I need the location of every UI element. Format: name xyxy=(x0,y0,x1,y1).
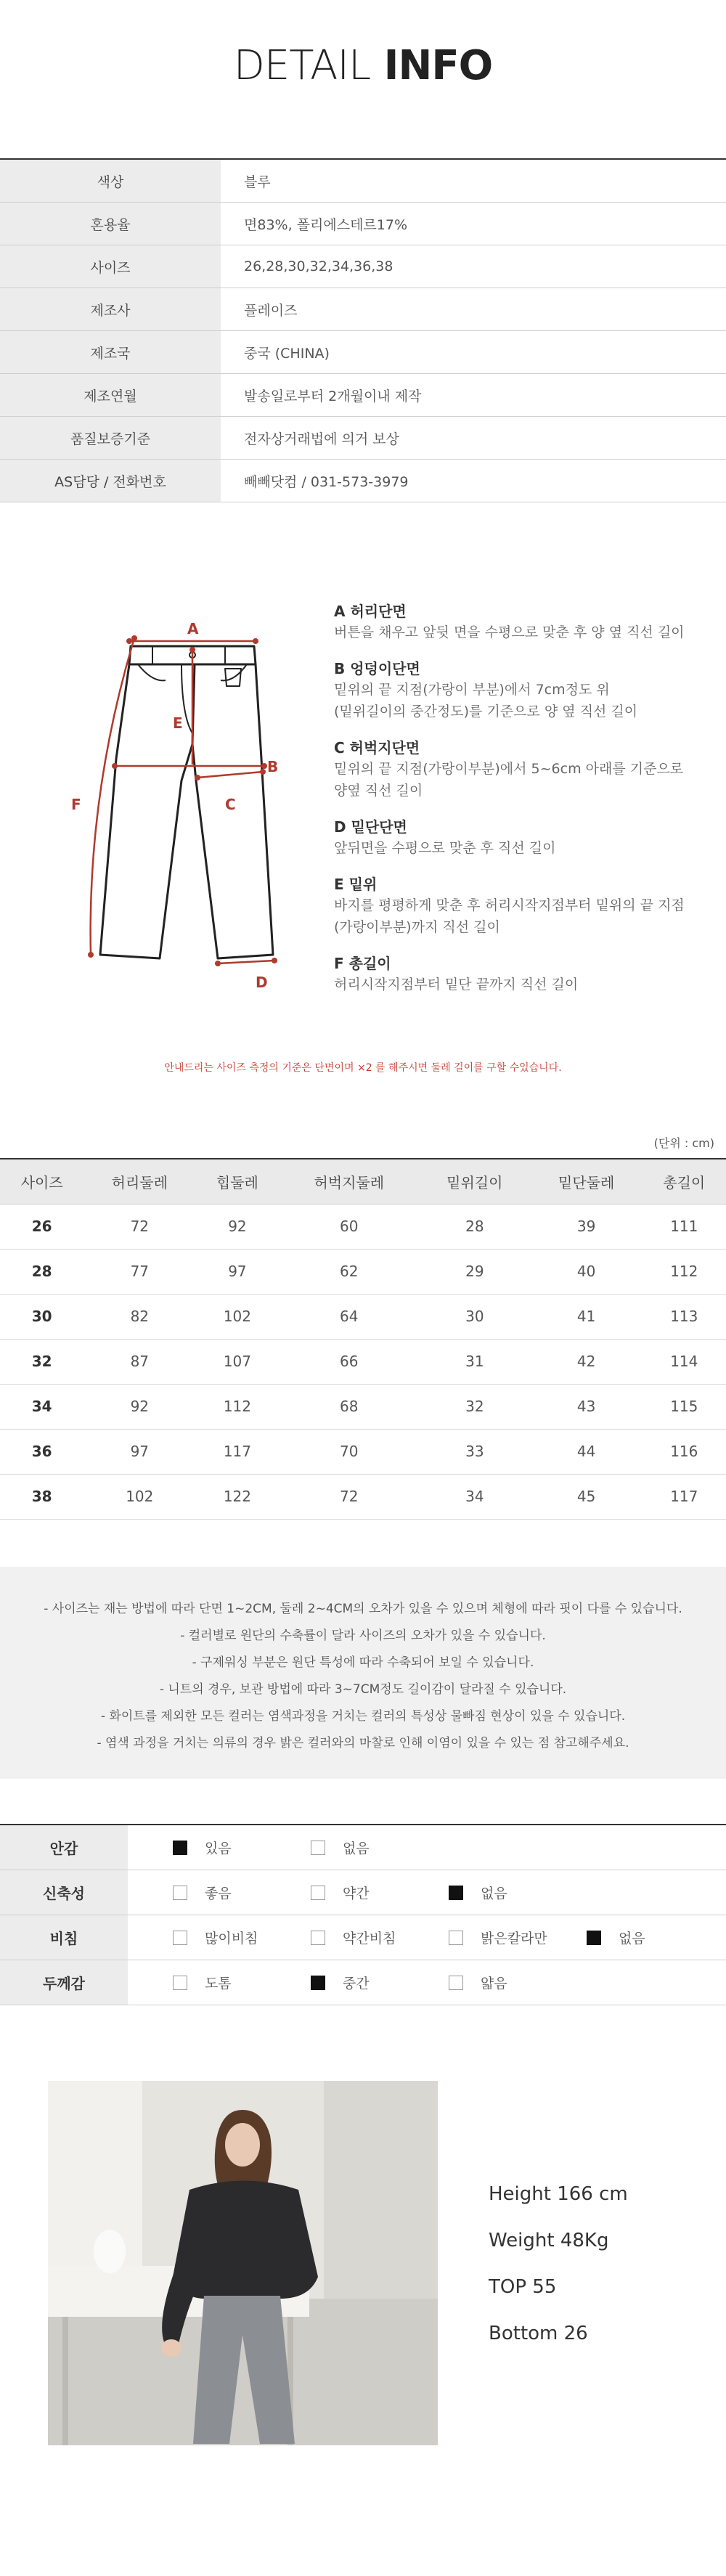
option-label: 많이비침 xyxy=(205,1931,258,1947)
measurement-cell: 44 xyxy=(531,1429,643,1474)
guide-description: 버튼을 채우고 앞뒷 면을 수평으로 맞춘 후 양 옆 직선 길이 xyxy=(334,624,685,640)
info-row xyxy=(0,245,726,288)
measurement-cell: 40 xyxy=(531,1249,643,1294)
label-d: D xyxy=(256,974,268,991)
measurement-cell: 112 xyxy=(195,1384,279,1429)
note-line: - 화이트를 제외한 모든 컬러는 염색과정을 거치는 컬러의 특성상 물빠짐 현상이 있을 수 있습니다. xyxy=(100,1709,626,1724)
attribute-option xyxy=(311,1928,449,1947)
note-line: - 컬러별로 원단의 수축률이 달라 사이즈의 오차가 있을 수 있습니다. xyxy=(180,1629,546,1643)
column-header: 허벅지둘레 xyxy=(280,1159,419,1204)
empty-box-icon xyxy=(449,1976,463,1990)
model-info xyxy=(489,2171,628,2357)
empty-box-icon xyxy=(311,1886,325,1900)
size-table-header xyxy=(0,1159,726,1204)
guide-heading: D 밑단단면 xyxy=(334,818,407,836)
empty-box-icon xyxy=(173,1931,187,1945)
option-label: 약간 xyxy=(343,1886,370,1902)
column-header: 허리둘레 xyxy=(83,1159,195,1204)
measurement-cell: 111 xyxy=(643,1204,726,1249)
empty-box-icon xyxy=(311,1931,325,1945)
label-a: A xyxy=(187,620,199,637)
column-header: 사이즈 xyxy=(0,1159,83,1204)
column-header: 힙둘레 xyxy=(195,1159,279,1204)
measurement-cell: 41 xyxy=(531,1294,643,1339)
measurement-cell: 97 xyxy=(195,1249,279,1294)
guide-description: (밑위길이의 중간정도)를 기준으로 양 옆 직선 길이 xyxy=(334,704,638,720)
measurement-cell: 72 xyxy=(83,1204,195,1249)
note-line: - 니트의 경우, 보관 방법에 따라 3~7CM정도 길이감이 달라질 수 있습니다. xyxy=(159,1682,567,1697)
measurement-cell: 92 xyxy=(83,1384,195,1429)
size-cell: 26 xyxy=(0,1204,83,1249)
attribute-options xyxy=(128,1870,726,1915)
info-key: 제조국 xyxy=(0,331,221,373)
info-row xyxy=(0,203,726,245)
info-key: 제조연월 xyxy=(0,374,221,416)
measurement-cell: 29 xyxy=(419,1249,531,1294)
info-value: 중국 (CHINA) xyxy=(244,345,330,362)
attribute-row xyxy=(0,1870,726,1915)
guide-description: 밑위의 끝 지점(가랑이부분)에서 5~6cm 아래를 기준으로 xyxy=(334,761,684,777)
info-key: AS담당 / 전화번호 xyxy=(0,460,221,502)
title-bold: INFO xyxy=(383,42,493,89)
attribute-option xyxy=(311,1973,449,1992)
option-label: 있음 xyxy=(205,1841,232,1856)
measurement-guide xyxy=(334,601,711,1011)
attribute-option xyxy=(311,1838,449,1857)
label-b: B xyxy=(267,758,279,775)
attribute-options xyxy=(128,1915,726,1960)
attribute-option xyxy=(173,1928,311,1947)
note-line: - 구제워싱 부분은 원단 특성에 따라 수축되어 보일 수 있습니다. xyxy=(192,1655,534,1670)
measurement-cell: 77 xyxy=(83,1249,195,1294)
option-label: 약간비침 xyxy=(343,1931,396,1947)
guide-description: (가랑이부분)까지 직선 길이 xyxy=(334,919,500,935)
measurement-cell: 112 xyxy=(643,1249,726,1294)
attribute-key: 신축성 xyxy=(0,1870,128,1915)
measurement-cell: 43 xyxy=(531,1384,643,1429)
info-key: 색상 xyxy=(0,160,221,202)
note-line: - 염색 과정을 거치는 의류의 경우 밝은 컬러와의 마찰로 인해 이염이 있을 수 있는 점 참고해주세요. xyxy=(97,1736,629,1750)
model-height: Height 166 cm xyxy=(489,2183,628,2205)
measurement-cell: 60 xyxy=(280,1204,419,1249)
guide-item xyxy=(334,953,711,995)
info-value: 전자상거래법에 의거 보상 xyxy=(244,431,399,447)
measurement-cell: 64 xyxy=(280,1294,419,1339)
table-row xyxy=(0,1339,726,1384)
guide-item xyxy=(334,817,711,859)
measurement-cell: 34 xyxy=(419,1474,531,1519)
size-cell: 30 xyxy=(0,1294,83,1339)
info-key: 제조사 xyxy=(0,288,221,330)
column-header: 총길이 xyxy=(643,1159,726,1204)
measurement-cell: 87 xyxy=(83,1339,195,1384)
guide-description: 밑위의 끝 지점(가랑이 부분)에서 7cm정도 위 xyxy=(334,682,610,698)
measurement-cell: 45 xyxy=(531,1474,643,1519)
info-value: 플레이즈 xyxy=(244,302,298,319)
option-label: 없음 xyxy=(619,1931,645,1947)
info-key: 사이즈 xyxy=(0,245,221,288)
measurement-cell: 102 xyxy=(195,1294,279,1339)
checked-box-icon xyxy=(173,1841,187,1855)
measurement-cell: 70 xyxy=(280,1429,419,1474)
measurement-cell: 107 xyxy=(195,1339,279,1384)
attribute-option xyxy=(449,1928,587,1947)
model-bottom-size: Bottom 26 xyxy=(489,2323,588,2344)
option-label: 밝은칼라만 xyxy=(481,1931,547,1947)
guide-item xyxy=(334,659,711,722)
table-row xyxy=(0,1429,726,1474)
guide-heading: A 허리단면 xyxy=(334,603,407,620)
pants-outline xyxy=(100,646,273,958)
info-row xyxy=(0,160,726,203)
measurement-cell: 115 xyxy=(643,1384,726,1429)
attribute-key: 비침 xyxy=(0,1915,128,1960)
guide-description: 양옆 직선 길이 xyxy=(334,783,423,799)
page-title xyxy=(0,42,726,89)
measurement-cell: 117 xyxy=(195,1429,279,1474)
attribute-option xyxy=(173,1973,311,1992)
measurement-cell: 39 xyxy=(531,1204,643,1249)
attribute-option xyxy=(173,1838,311,1857)
size-cell: 36 xyxy=(0,1429,83,1474)
option-label: 없음 xyxy=(343,1841,370,1856)
measurement-cell: 114 xyxy=(643,1339,726,1384)
option-label: 좋음 xyxy=(205,1886,232,1902)
option-label: 도톰 xyxy=(205,1976,232,1992)
size-cell: 34 xyxy=(0,1384,83,1429)
table-row xyxy=(0,1249,726,1294)
info-value: 빼빼닷컴 / 031-573-3979 xyxy=(244,473,409,490)
guide-item xyxy=(334,874,711,938)
info-value: 면83%, 폴리에스테르17% xyxy=(244,216,408,233)
measurement-cell: 28 xyxy=(419,1204,531,1249)
measurement-cell: 32 xyxy=(419,1384,531,1429)
size-cell: 28 xyxy=(0,1249,83,1294)
attribute-option xyxy=(173,1883,311,1902)
measurement-cell: 92 xyxy=(195,1204,279,1249)
info-row xyxy=(0,331,726,374)
measurement-cell: 122 xyxy=(195,1474,279,1519)
size-cell: 38 xyxy=(0,1474,83,1519)
attribute-option xyxy=(449,1973,587,1992)
checked-box-icon xyxy=(311,1976,325,1990)
attribute-row xyxy=(0,1825,726,1870)
info-value: 발송일로부터 2개월이내 제작 xyxy=(244,388,422,404)
size-table-body xyxy=(0,1204,726,1519)
attribute-options xyxy=(128,1825,726,1870)
empty-box-icon xyxy=(173,1976,187,1990)
size-cell: 32 xyxy=(0,1339,83,1384)
label-e: E xyxy=(173,714,183,732)
column-header: 밑단둘레 xyxy=(531,1159,643,1204)
checked-box-icon xyxy=(587,1931,601,1945)
attribute-option xyxy=(311,1883,449,1902)
info-row xyxy=(0,288,726,331)
guide-heading: C 허벅지단면 xyxy=(334,739,420,757)
size-table xyxy=(0,1158,726,1520)
measurement-cell: 62 xyxy=(280,1249,419,1294)
empty-box-icon xyxy=(449,1931,463,1945)
attribute-row xyxy=(0,1915,726,1960)
attribute-row xyxy=(0,1960,726,2005)
attribute-key: 안감 xyxy=(0,1825,128,1870)
measurement-cell: 72 xyxy=(280,1474,419,1519)
guide-heading: F 총길이 xyxy=(334,955,391,972)
table-row xyxy=(0,1204,726,1249)
model-weight: Weight 48Kg xyxy=(489,2230,609,2251)
checked-box-icon xyxy=(449,1886,463,1900)
measurement-cell: 116 xyxy=(643,1429,726,1474)
fabric-attributes-table xyxy=(0,1824,726,2005)
table-row xyxy=(0,1384,726,1429)
guide-heading: B 엉덩이단면 xyxy=(334,660,420,677)
label-f: F xyxy=(71,796,81,813)
measurement-cell: 113 xyxy=(643,1294,726,1339)
measurement-cell: 30 xyxy=(419,1294,531,1339)
info-row xyxy=(0,460,726,502)
size-notes xyxy=(0,1567,726,1779)
info-row xyxy=(0,417,726,460)
empty-box-icon xyxy=(173,1886,187,1900)
empty-box-icon xyxy=(311,1841,325,1855)
info-key: 품질보증기준 xyxy=(0,417,221,459)
measurement-cell: 33 xyxy=(419,1429,531,1474)
measurement-cell: 31 xyxy=(419,1339,531,1384)
measurement-cell: 102 xyxy=(83,1474,195,1519)
info-value: 26,28,30,32,34,36,38 xyxy=(244,258,393,274)
attribute-option xyxy=(449,1883,587,1902)
guide-heading: E 밑위 xyxy=(334,876,378,893)
measurement-cell: 82 xyxy=(83,1294,195,1339)
label-c: C xyxy=(225,796,236,813)
table-row xyxy=(0,1294,726,1339)
measurement-cell: 68 xyxy=(280,1384,419,1429)
guide-description: 앞뒤면을 수평으로 맞춘 후 직선 길이 xyxy=(334,840,556,856)
model-top-size: TOP 55 xyxy=(489,2276,557,2298)
guide-item xyxy=(334,738,711,802)
attribute-option xyxy=(587,1928,725,1947)
table-row xyxy=(0,1474,726,1519)
title-light: DETAIL xyxy=(233,42,371,89)
unit-label: (단위 : cm) xyxy=(653,1136,714,1150)
measurement-notice: 안내드리는 사이즈 측정의 기준은 단면이며 ×2 를 해주시면 둘레 길이를 구할 수있습니다. xyxy=(164,1062,562,1074)
option-label: 얇음 xyxy=(481,1976,507,1992)
info-value: 블루 xyxy=(244,174,271,190)
guide-item xyxy=(334,601,711,643)
model-photo xyxy=(48,2081,438,2445)
note-line: - 사이즈는 재는 방법에 따라 단면 1~2CM, 둘레 2~4CM의 오차가 있을 수 있으며 체형에 따라 핏이 다를 수 있습니다. xyxy=(44,1602,682,1616)
product-info-table xyxy=(0,158,726,502)
guide-description: 바지를 평평하게 맞춘 후 허리시작지점부터 밑위의 끝 지점 xyxy=(334,897,685,913)
column-header: 밑위길이 xyxy=(419,1159,531,1204)
option-label: 없음 xyxy=(481,1886,507,1902)
option-label: 중간 xyxy=(343,1976,370,1992)
guide-description: 허리시작지점부터 밑단 끝까지 직선 길이 xyxy=(334,977,579,993)
pants-measurement-diagram xyxy=(44,592,305,998)
info-key: 혼용율 xyxy=(0,203,221,245)
attribute-key: 두께감 xyxy=(0,1960,128,2005)
measurement-cell: 97 xyxy=(83,1429,195,1474)
attribute-options xyxy=(128,1960,726,2005)
measurement-cell: 42 xyxy=(531,1339,643,1384)
measurement-cell: 117 xyxy=(643,1474,726,1519)
measurement-cell: 66 xyxy=(280,1339,419,1384)
info-row xyxy=(0,374,726,417)
